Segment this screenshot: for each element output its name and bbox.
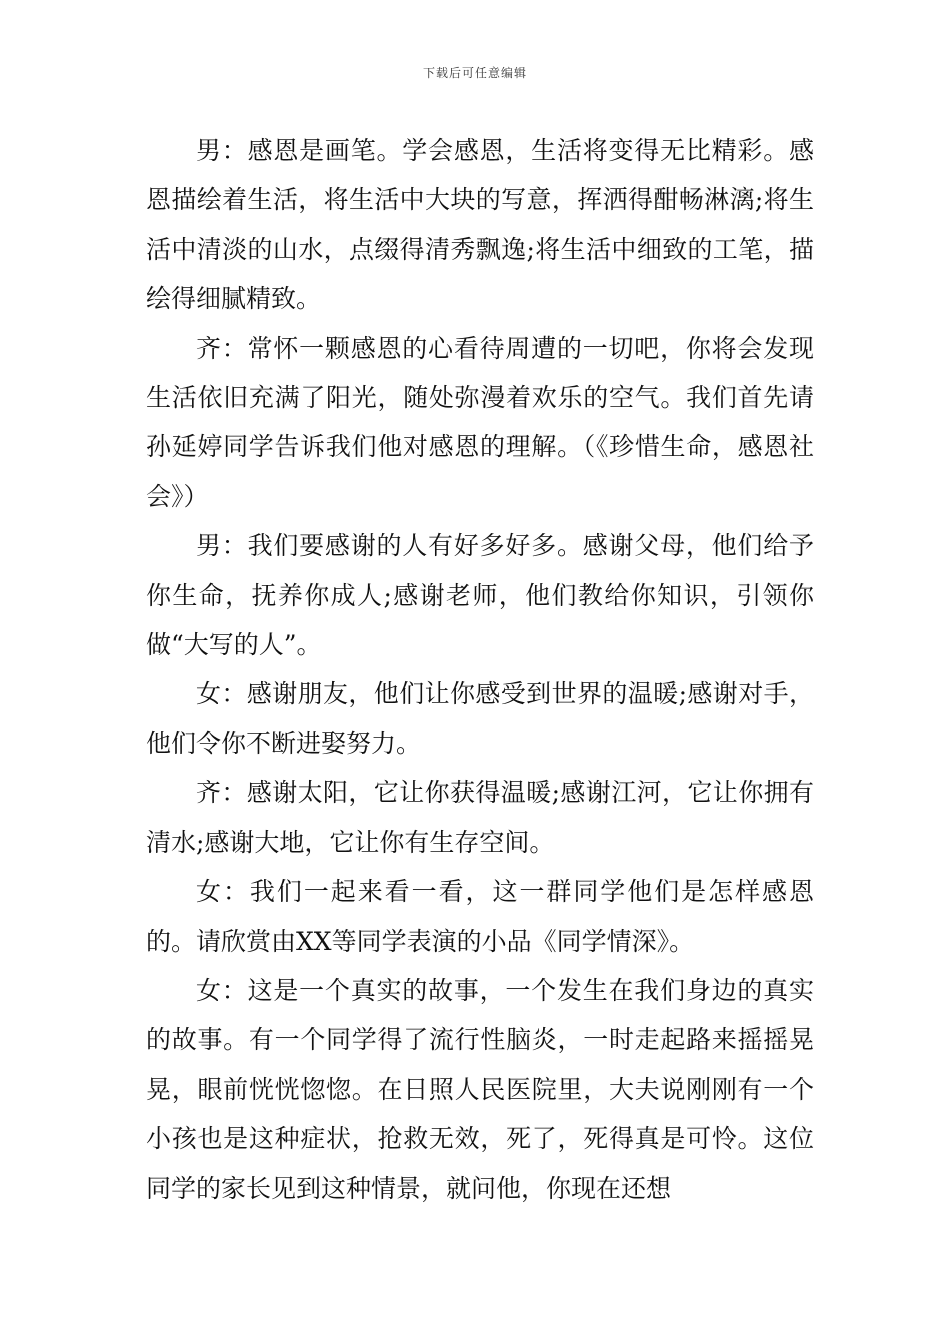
paragraph-1: 男：感恩是画笔。学会感恩，生活将变得无比精彩。感恩描绘着生活，将生活中大块的写意，挥洒得酣畅淋漓;将生活中清淡的山水，点缀得清秀飘逸;将生活中细致的工笔，描绘得细腻精致。 <box>146 136 814 314</box>
page-header: 下载后可任意编辑 <box>422 66 527 80</box>
paragraph-5: 齐：感谢太阳，它让你获得温暖;感谢江河，它让你拥有清水;感谢大地，它让你有生存空间。 <box>146 778 814 857</box>
paragraph-3: 男：我们要感谢的人有好多好多。感谢父母，他们给予你生命，抚养你成人;感谢老师，他们教给你知识，引领你做“大写的人”。 <box>146 531 814 660</box>
paragraph-2: 齐：常怀一颗感恩的心看待周遭的一切吧，你将会发现生活依旧充满了阳光，随处弥漫着欢乐的空气。我们首先请孙延婷同学告诉我们他对感恩的理解。（《珍惜生命，感恩社会》） <box>146 333 814 511</box>
document-body <box>146 126 814 1213</box>
paragraph-4: 女：感谢朋友，他们让你感受到世界的温暖;感谢对手，他们令你不断进娶努力。 <box>146 679 814 758</box>
paragraph-6: 女：我们一起来看一看，这一群同学他们是怎样感恩的。请欣赏由XX等同学表演的小品《同学情深》。 <box>146 877 814 956</box>
paragraph-7: 女：这是一个真实的故事，一个发生在我们身边的真实的故事。有一个同学得了流行性脑炎，一时走起路来摇摇晃晃，眼前恍恍惚惚。在日照人民医院里，大夫说刚刚有一个小孩也是这种症状，抢救无效，死了，死得真是可怜。这位同学的家长见到这种情景，就问他，你现在还想 <box>146 975 814 1203</box>
